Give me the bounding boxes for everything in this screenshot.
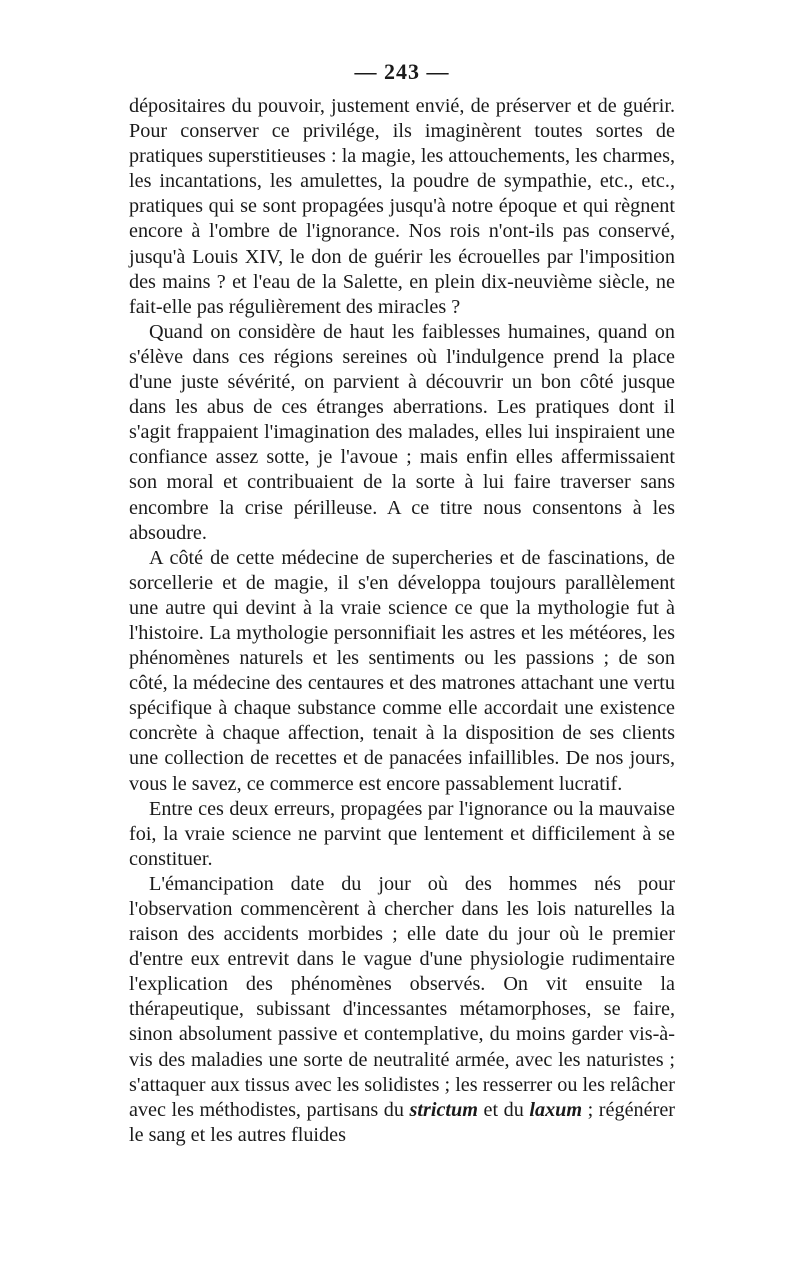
latin-term-laxum: laxum bbox=[529, 1098, 583, 1121]
paragraph-5-text-start: L'émancipation date du jour où des hommes nés pour l'observation commencèrent à chercher dans les lois naturelles la raison des accidents morbides ; elle date du jour où le premier d'entre eux entrevit dans le vague d'une physiologie rudimentaire l'explication des phénomènes observés. On vit ensuite la thérapeutique, subissant d'incessantes métamorphoses, se faire, sinon absolument passive et contemplative, du moins garder vis-à-vis des maladies une sorte de neutralité armée, avec les naturistes ; s'attaquer aux tissus avec les solidistes ; les resserrer ou les relâcher avec les méthodistes, partisans du bbox=[129, 872, 675, 1121]
page-number: — 243 — bbox=[354, 59, 450, 84]
book-page bbox=[129, 58, 675, 1148]
latin-term-strictum: strictum bbox=[409, 1098, 478, 1121]
paragraph-3: A côté de cette médecine de supercheries et de fascinations, de sorcellerie et de magie, il s'en développa toujours parallèlement une autre qui devint à la vraie science ce que la mythologie fut à l'histoire. La mythologie personnifiait les astres et les météores, les phénomènes naturels et les sentiments ou les passions ; de son côté, la médecine des centaures et des matrones attachant une vertu spécifique à chaque substance comme elle accordait une existence concrète à chaque affection, tenait à la disposition de ses clients une collection de recettes et de panacées infaillibles. De nos jours, vous le savez, ce commerce est encore passablement lucratif. bbox=[129, 546, 675, 795]
paragraph-5-text-end: ; régénérer le sang et les autres fluides bbox=[129, 1098, 675, 1146]
paragraph-2: Quand on considère de haut les faiblesses humaines, quand on s'élève dans ces régions sereines où l'indulgence prend la place d'une juste sévérité, on parvient à découvrir un bon côté jusque dans les abus de ces étranges aberrations. Les pratiques dont il s'agit frappaient l'imagination des malades, elles lui inspiraient une confiance assez sotte, je l'avoue ; mais enfin elles affermissaient son moral et contribuaient de la sorte à lui faire traverser sans encombre la crise périlleuse. A ce titre nous consentons à les absoudre. bbox=[129, 320, 675, 544]
paragraph-5-text-mid: et du bbox=[477, 1098, 530, 1121]
paragraph-4: Entre ces deux erreurs, propagées par l'ignorance ou la mauvaise foi, la vraie science ne parvint que lentement et difficilement à se constituer. bbox=[129, 797, 675, 870]
paragraph-5 bbox=[129, 872, 675, 1148]
paragraph-1: dépositaires du pouvoir, justement envié, de préserver et de guérir. Pour conserver ce privilége, ils imaginèrent toutes sortes de pratiques superstitieuses : la magie, les attouchements, les charmes, les incantations, les amulettes, la poudre de sympathie, etc., etc., pratiques qui se sont propagées jusqu'à notre époque et qui règnent encore à l'ombre de l'ignorance. Nos rois n'ont-ils pas conservé, jusqu'à Louis XIV, le don de guérir les écrouelles par l'imposition des mains ? et l'eau de la Salette, en plein dix-neuvième siècle, ne fait-elle pas régulièrement des miracles ? bbox=[129, 95, 675, 318]
